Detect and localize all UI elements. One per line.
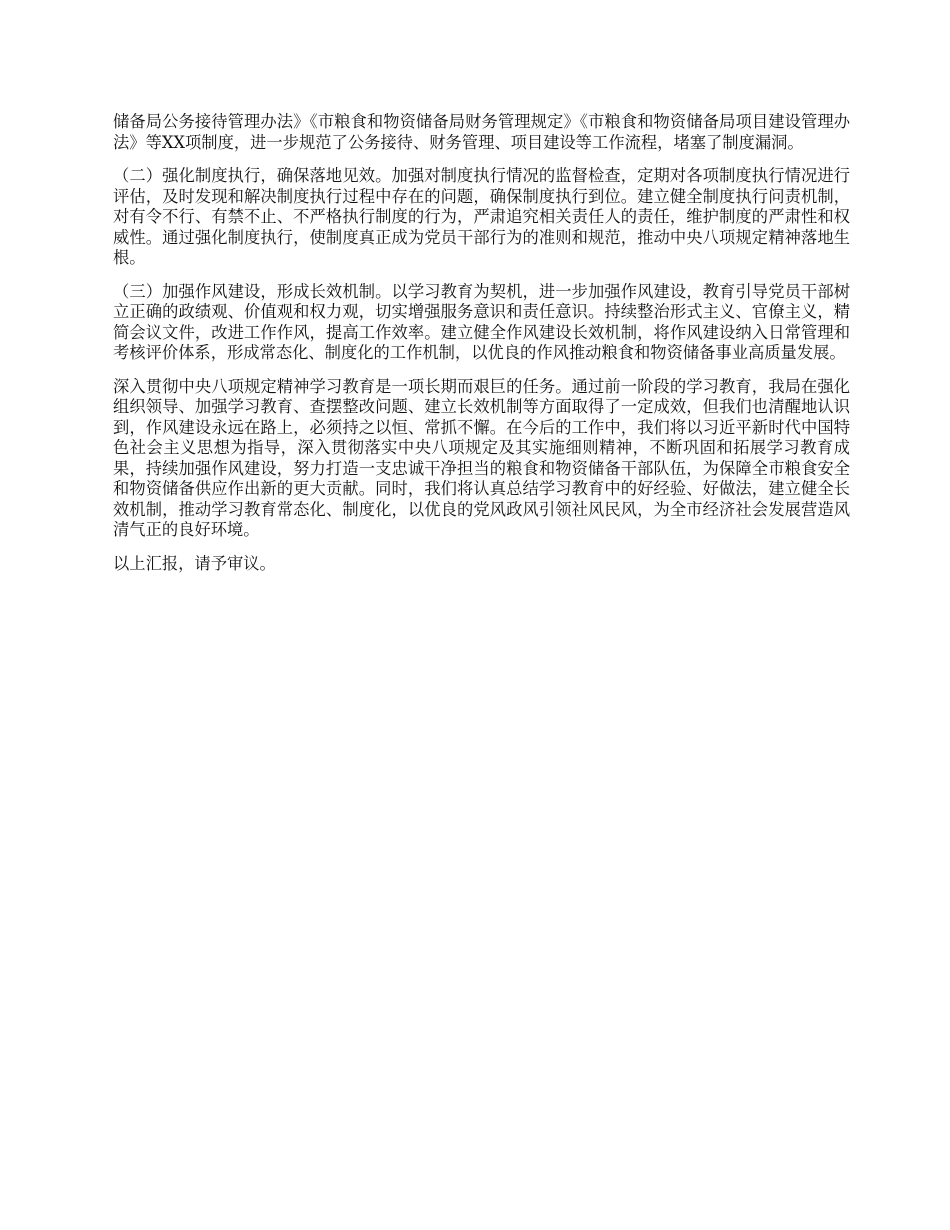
paragraph-work-style: （三）加强作风建设，形成长效机制。以学习教育为契机，进一步加强作风建设，教育引导党员干部树立正确的政绩观、价值观和权力观，切实增强服务意识和责任意识。持续整治形式主义、官僚主义，精简会议文件，改进工作作风，提高工作效率。建立健全作风建设长效机制，将作风建设纳入日常管理和考核评价体系，形成常态化、制度化的工作机制，以优良的作风推动粮食和物资储备事业高质量发展。 bbox=[113, 281, 850, 362]
paragraph-closing: 以上汇报，请予审议。 bbox=[113, 553, 276, 573]
paragraph-regulations-continued: 储备局公务接待管理办法》《市粮食和物资储备局财务管理规定》《市粮食和物资储备局项目建设管理办法》等XX项制度，进一步规范了公务接待、财务管理、项目建设等工作流程，堵塞了制度漏洞。 bbox=[113, 112, 850, 152]
document-body bbox=[113, 112, 850, 587]
paragraph-conclusion: 深入贯彻中央八项规定精神学习教育是一项长期而艰巨的任务。通过前一阶段的学习教育，我局在强化组织领导、加强学习教育、查摆整改问题、建立长效机制等方面取得了一定成效，但我们也清醒地认识到，作风建设永远在路上，必须持之以恒、常抓不懈。在今后的工作中，我们将以习近平新时代中国特色社会主义思想为指导，深入贯彻落实中央八项规定及其实施细则精神，不断巩固和拓展学习教育成果，持续加强作风建设，努力打造一支忠诚干净担当的粮食和物资储备干部队伍，为保障全市粮食安全和物资储备供应作出新的更大贡献。同时，我们将认真总结学习教育中的好经验、好做法，建立健全长效机制，推动学习教育常态化、制度化，以优良的党风政风引领社风民风，为全市经济社会发展营造风清气正的良好环境。 bbox=[113, 376, 850, 539]
paragraph-enforce-regulations: （二）强化制度执行，确保落地见效。加强对制度执行情况的监督检查，定期对各项制度执行情况进行评估，及时发现和解决制度执行过程中存在的问题，确保制度执行到位。建立健全制度执行问责机制，对有令不行、有禁不止、不严格执行制度的行为，严肃追究相关责任人的责任，维护制度的严肃性和权威性。通过强化制度执行，使制度真正成为党员干部行为的准则和规范，推动中央八项规定精神落地生根。 bbox=[113, 166, 850, 267]
